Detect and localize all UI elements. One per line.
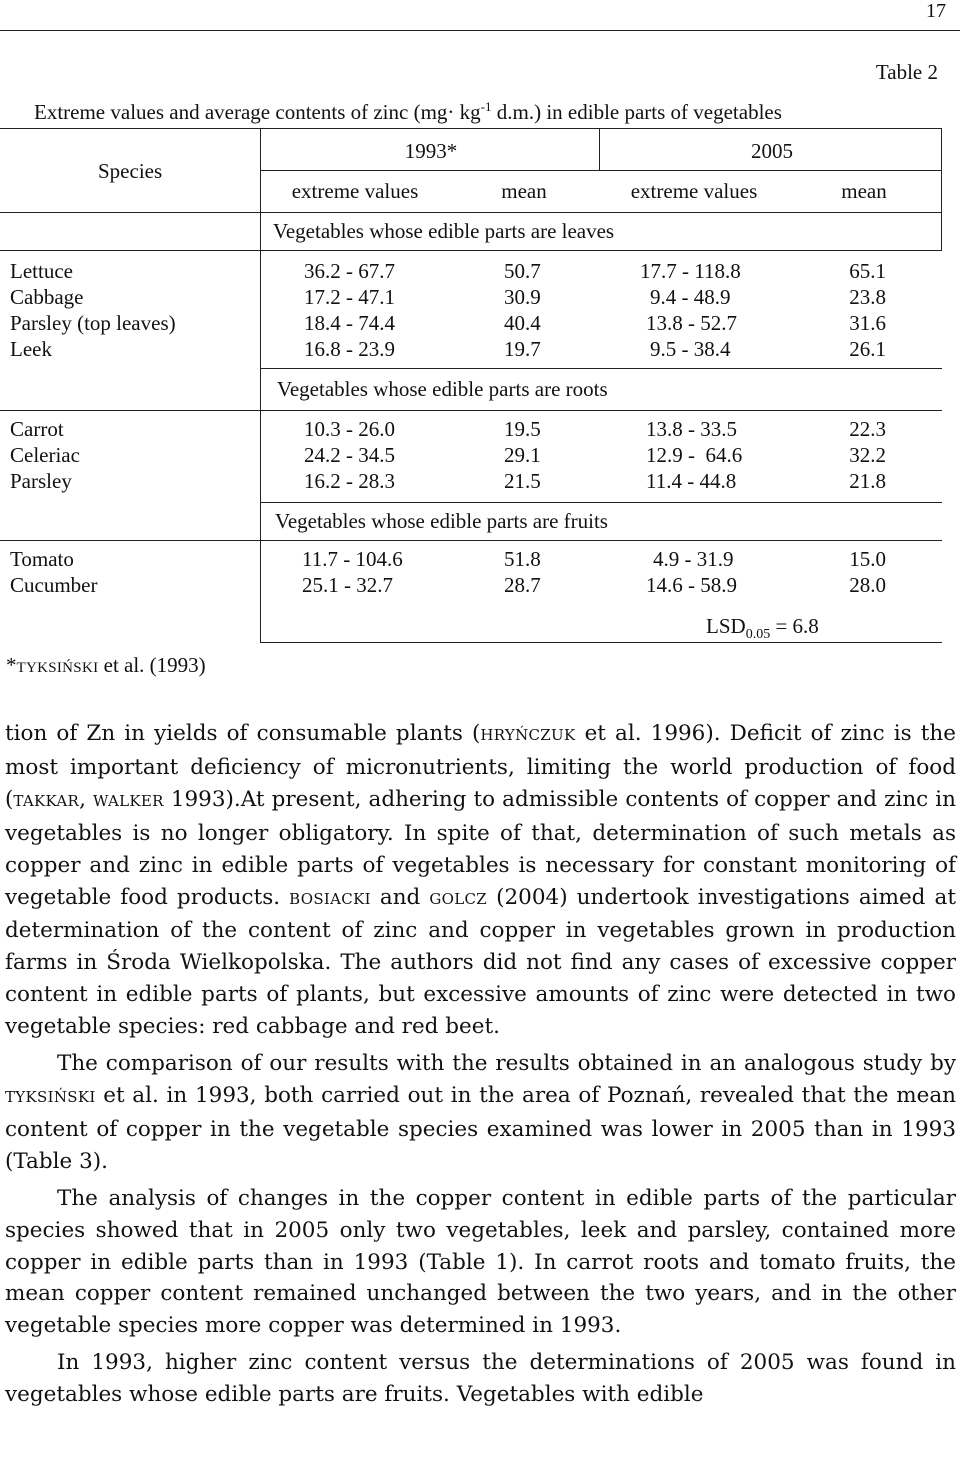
table-caption: Extreme values and average contents of zinc ($mg\cdot kg^{-1}$ d.m.) in edible parts of vegetables: [34, 99, 782, 124]
extreme-2005-cell: 17.7 - 118.8: [640, 259, 741, 283]
paragraph-1: tion of Zn in yields of consumable plants (HRYŃCZUK et al. 1996). Deficit of zinc is the most important deficiency of micronutrients, limiting the world production of food (TAKKAR, WALKER 1993).At present, adhering to admissible contents of copper and zinc in vegetables is no longer obligatory. In spite of that, determination of such metals as copper and zinc in edible parts of vegetables is necessary for constant monitoring of vegetable food products. BOSIACKI and GOLCZ (2004) undertook investigations aimed at determination of the content of zinc and copper in vegetables grown in production farms in Środa Wielkopolska. The authors did not find any cases of excessive copper content in edible parts of plants, but excessive amounts of zinc were detected in two vegetable species: red cabbage and red beet.: [5, 721, 956, 1040]
mean-2005-cell: 32.2: [849, 443, 886, 467]
roots-block-rule: [260, 502, 942, 503]
species-cell: Cabbage: [10, 285, 84, 309]
species-cell: Celeriac: [10, 443, 80, 467]
mean-1993-header: mean: [501, 179, 547, 203]
extreme-1993-cell: 24.2 - 34.5: [304, 443, 395, 467]
extreme-2005-cell: 4.9 - 31.9: [653, 547, 734, 571]
extreme-2005-cell: 9.5 - 38.4: [650, 337, 731, 361]
header-bottom-rule: [0, 212, 942, 213]
mean-2005-cell: 28.0: [849, 573, 886, 597]
lsd-rule: [260, 642, 942, 643]
extreme-1993-cell: 10.3 - 26.0: [304, 417, 395, 441]
roots-rule: [0, 410, 942, 411]
mean-2005-cell: 26.1: [849, 337, 886, 361]
species-cell: Lettuce: [10, 259, 73, 283]
species-divider: [260, 128, 261, 643]
mean-1993-cell: 30.9: [504, 285, 541, 309]
leaves-rule: [0, 250, 942, 251]
extreme-values-1993-header: extreme values: [291, 179, 419, 203]
year-rule: [260, 170, 942, 171]
species-cell: Parsley (top leaves): [10, 311, 176, 335]
page-number: 17: [926, 0, 946, 22]
mean-1993-cell: 19.5: [504, 417, 541, 441]
mean-2005-header: mean: [841, 179, 887, 203]
species-cell: Leek: [10, 337, 52, 361]
mean-2005-cell: 22.3: [849, 417, 886, 441]
species-cell: Tomato: [10, 547, 74, 571]
mean-2005-cell: 65.1: [849, 259, 886, 283]
species-cell: Cucumber: [10, 573, 98, 597]
mean-2005-cell: 23.8: [849, 285, 886, 309]
extreme-1993-cell: 11.7 - 104.6: [302, 547, 403, 571]
species-cell: Carrot: [10, 417, 64, 441]
extreme-2005-cell: 9.4 - 48.9: [650, 285, 731, 309]
paragraph-3: The analysis of changes in the copper content in edible parts of the particular species showed that in 2005 only two vegetables, leek and parsley, contained more copper in edible parts than in 1993 (Table 1). In carrot roots and tomato fruits, the mean copper content remained unchanged between the two years, and in the other vegetable species more copper was determined in 1993.: [5, 1185, 956, 1339]
extreme-values-2005-header: extreme values: [630, 179, 758, 203]
mean-1993-cell: 19.7: [504, 337, 541, 361]
mean-1993-cell: 21.5: [504, 469, 541, 493]
paragraph-4: In 1993, higher zinc content versus the determinations of 2005 was found in vegetables whose edible parts are fruits. Vegetables with edible: [5, 1350, 956, 1408]
extreme-1993-cell: 18.4 - 74.4: [304, 311, 395, 335]
extreme-1993-cell: 16.8 - 23.9: [304, 337, 395, 361]
table-top-rule: [0, 128, 942, 129]
leaves-block-rule: [260, 368, 942, 369]
extreme-1993-cell: 17.2 - 47.1: [304, 285, 395, 309]
extreme-2005-cell: 11.4 - 44.8: [646, 469, 737, 493]
group-title-fruits: Vegetables whose edible parts are fruits: [275, 509, 608, 533]
mean-2005-cell: 15.0: [849, 547, 886, 571]
fruits-rule: [0, 540, 942, 541]
year-divider: [599, 128, 600, 170]
extreme-2005-cell: 14.6 - 58.9: [646, 573, 737, 597]
mean-1993-cell: 29.1: [504, 443, 541, 467]
extreme-1993-cell: 25.1 - 32.7: [302, 573, 393, 597]
group-title-roots: Vegetables whose edible parts are roots: [277, 377, 608, 401]
body-text: [5, 718, 956, 1411]
extreme-1993-cell: 36.2 - 67.7: [304, 259, 395, 283]
right-border: [941, 128, 942, 250]
extreme-2005-cell: 12.9 - 64.6: [646, 443, 743, 467]
mean-2005-cell: 31.6: [849, 311, 886, 335]
species-header: Species: [98, 159, 163, 183]
year-1993-header: 1993*: [404, 139, 458, 163]
extreme-1993-cell: 16.2 - 28.3: [304, 469, 395, 493]
extreme-2005-cell: 13.8 - 33.5: [646, 417, 737, 441]
lsd-value: $LSD_{0.05} = 6.8$: [706, 614, 819, 643]
species-cell: Parsley: [10, 469, 72, 493]
mean-1993-cell: 51.8: [504, 547, 541, 571]
table-footnote: *TYKSIŃSKI et al. (1993): [6, 653, 206, 677]
year-2005-header: 2005: [751, 139, 793, 163]
mean-1993-cell: 40.4: [504, 311, 541, 335]
extreme-2005-cell: 13.8 - 52.7: [646, 311, 737, 335]
mean-1993-cell: 50.7: [504, 259, 541, 283]
mean-1993-cell: 28.7: [504, 573, 541, 597]
table-label: Table 2: [875, 60, 938, 84]
paragraph-2: The comparison of our results with the results obtained in an analogous study by TYKSIŃSKI et al. in 1993, both carried out in the area of Poznań, revealed that the mean content of copper in the vegetable species examined was lower in 2005 than in 1993 (Table 3).: [5, 1051, 956, 1174]
mean-2005-cell: 21.8: [849, 469, 886, 493]
group-title-leaves: Vegetables whose edible parts are leaves: [273, 219, 615, 243]
zinc-table: [0, 128, 942, 643]
header-rule: [0, 30, 960, 31]
